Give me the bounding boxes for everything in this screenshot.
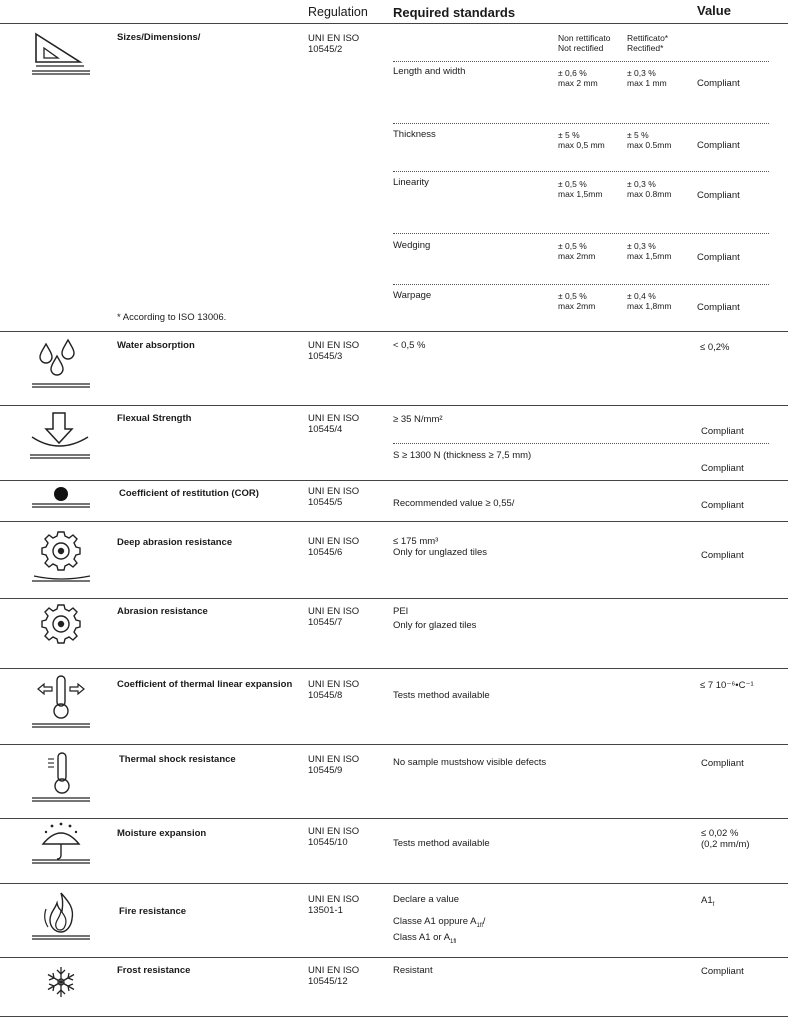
flexural-standard-2: S ≥ 1300 N (thickness ≥ 7,5 mm): [393, 450, 532, 461]
sizes-row-non-rect: ± 0,5 % max 2mm: [558, 291, 596, 311]
sizes-footnote: * According to ISO 13006.: [117, 312, 227, 323]
fire-value: $A1_f$: [701, 895, 715, 908]
flexural-value-2: Compliant: [701, 463, 744, 474]
fire-standard-1: Declare a value: [393, 894, 460, 905]
sizes-row-non-rect: ± 0,6 % max 2 mm: [558, 68, 598, 88]
sizes-row-rect: ± 0,3 % max 1 mm: [627, 68, 667, 88]
flexural-standard-1: ≥ 35 N/mm²: [393, 414, 443, 425]
frost-name: Frost resistance: [117, 965, 191, 976]
thermometer-icon: [30, 749, 92, 805]
section-divider: [0, 668, 788, 669]
header-required-standards: Required standards: [393, 5, 516, 20]
sizes-row-rect: ± 0,3 % max 0.8mm: [627, 179, 672, 199]
row-divider: [393, 443, 769, 444]
thermal-lin-value: ≤ 7 10⁻⁶•C⁻¹: [700, 680, 754, 691]
cor-regulation: UNI EN ISO 10545/5: [308, 486, 360, 508]
sizes-row-rect: ± 0,4 % max 1,8mm: [627, 291, 672, 311]
sizes-row-label: Length and width: [393, 66, 466, 77]
thermal-shock-regulation: UNI EN ISO 10545/9: [308, 754, 360, 776]
gear-icon: [30, 526, 92, 586]
sizes-row-value: Compliant: [697, 252, 740, 263]
header-regulation: Regulation: [308, 5, 368, 19]
sizes-row-label: Warpage: [393, 290, 432, 301]
sizes-row-non-rect: ± 0,5 % max 2mm: [558, 241, 596, 261]
deep-value: Compliant: [701, 550, 744, 561]
water-drops-icon: [30, 336, 92, 392]
cor-value: Compliant: [701, 500, 744, 511]
row-divider: [393, 284, 769, 285]
flexural-regulation: UNI EN ISO 10545/4: [308, 413, 360, 435]
frost-standard: Resistant: [393, 965, 433, 976]
sizes-row-value: Compliant: [697, 190, 740, 201]
thermal-shock-standard: No sample mustshow visible defects: [393, 757, 547, 768]
sizes-regulation: UNI EN ISO 10545/2: [308, 33, 360, 55]
deep-standard: ≤ 175 mm³ Only for unglazed tiles: [393, 536, 487, 558]
moisture-regulation: UNI EN ISO 10545/10: [308, 826, 360, 848]
section-divider: [0, 1016, 788, 1017]
sizes-row-label: Wedging: [393, 240, 431, 251]
thermal-shock-name: Thermal shock resistance: [119, 754, 236, 765]
thermal-lin-standard: Tests method available: [393, 690, 490, 701]
sizes-row-value: Compliant: [697, 302, 740, 313]
flexural-strength-icon: [28, 409, 92, 465]
water-standard: < 0,5 %: [393, 340, 426, 351]
moisture-name: Moisture expansion: [117, 828, 207, 839]
header-divider: [0, 23, 788, 24]
thermometer-expansion-icon: [30, 674, 92, 732]
section-divider: [0, 744, 788, 745]
section-divider: [0, 480, 788, 481]
header-value: Value: [697, 3, 731, 18]
sizes-row-non-rect: ± 5 % max 0,5 mm: [558, 130, 605, 150]
cor-standard: Recommended value ≥ 0,55/: [393, 498, 515, 509]
water-value: ≤ 0,2%: [700, 342, 730, 353]
section-divider: [0, 405, 788, 406]
water-name: Water absorption: [117, 340, 195, 351]
sizes-name: Sizes/Dimensions/: [117, 32, 201, 43]
section-divider: [0, 818, 788, 819]
col-rectified: Rettificato* Rectified*: [627, 33, 669, 53]
thermal-shock-value: Compliant: [701, 758, 744, 769]
fire-standard-2: Classe A1 oppure $A_{1fl}/$ Class A1 or $A_{1fl}$: [393, 916, 486, 945]
water-regulation: UNI EN ISO 10545/3: [308, 340, 360, 362]
row-divider: [393, 171, 769, 172]
cor-name: Coefficient of restitution (COR): [119, 488, 259, 499]
sizes-row-label: Thickness: [393, 129, 436, 140]
frost-regulation: UNI EN ISO 10545/12: [308, 965, 360, 987]
moisture-value: ≤ 0,02 % (0,2 mm/m): [701, 828, 750, 850]
fire-name: Fire resistance: [119, 906, 187, 917]
thermal-lin-regulation: UNI EN ISO 10545/8: [308, 679, 360, 701]
section-divider: [0, 598, 788, 599]
umbrella-icon: [30, 822, 92, 870]
section-divider: [0, 883, 788, 884]
row-divider: [393, 233, 769, 234]
ball-icon: [30, 484, 92, 514]
thermal-lin-name: Coefficient of thermal linear expansion: [117, 679, 293, 690]
abrasion-standard: PEI Only for glazed tiles: [393, 606, 477, 631]
set-square-icon: [30, 26, 92, 76]
section-divider: [0, 521, 788, 522]
frost-value: Compliant: [701, 966, 744, 977]
row-divider: [393, 61, 769, 62]
sizes-row-rect: ± 5 % max 0.5mm: [627, 130, 672, 150]
gear-icon: [30, 601, 92, 651]
sizes-row-non-rect: ± 0,5 % max 1,5mm: [558, 179, 603, 199]
abrasion-name: Abrasion resistance: [117, 606, 208, 617]
section-divider: [0, 957, 788, 958]
abrasion-regulation: UNI EN ISO 10545/7: [308, 606, 360, 628]
flexural-value-1: Compliant: [701, 426, 744, 437]
sizes-row-value: Compliant: [697, 78, 740, 89]
sizes-row-value: Compliant: [697, 140, 740, 151]
row-divider: [393, 123, 769, 124]
col-not-rectified: Non rettificato Not rectified: [558, 33, 611, 53]
sizes-row-rect: ± 0,3 % max 1,5mm: [627, 241, 672, 261]
fire-regulation: UNI EN ISO 13501-1: [308, 894, 360, 916]
section-divider: [0, 331, 788, 332]
moisture-standard: Tests method available: [393, 838, 490, 849]
deep-regulation: UNI EN ISO 10545/6: [308, 536, 360, 558]
snowflake-icon: [30, 962, 92, 1012]
deep-name: Deep abrasion resistance: [117, 537, 233, 548]
flexural-name: Flexual Strength: [117, 413, 192, 424]
flame-icon: [30, 889, 92, 945]
sizes-row-label: Linearity: [393, 177, 429, 188]
